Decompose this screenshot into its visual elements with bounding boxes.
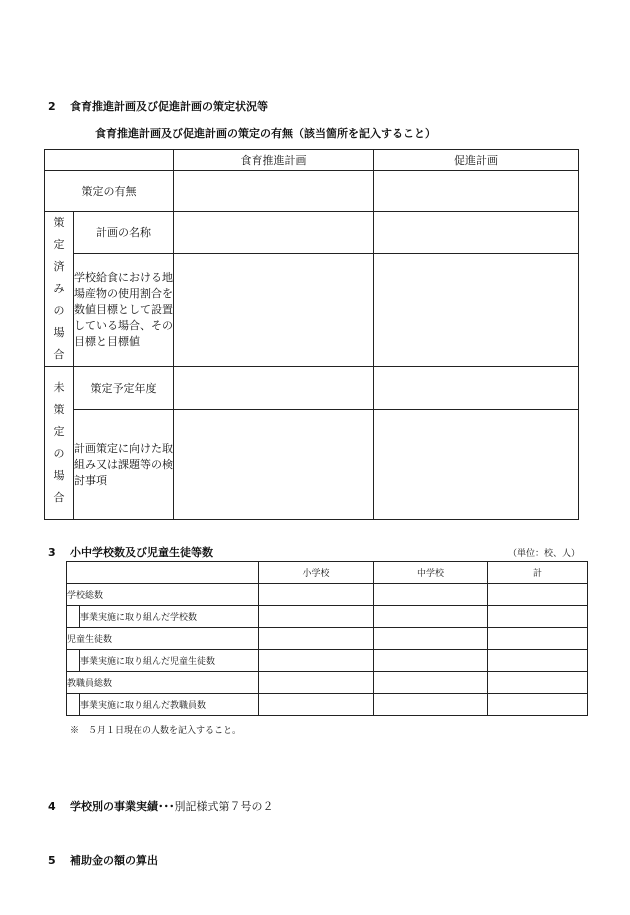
row-label-participating-staff: 事業実施に取り組んだ教職員数	[80, 694, 259, 716]
cell-input[interactable]	[259, 584, 374, 606]
col-header-elementary: 小学校	[259, 562, 374, 584]
row-label-local-produce-target: 学校給食における地場産物の使用割合を数値目標として設置している場合、その目標と目標値	[74, 253, 174, 366]
cell-input[interactable]	[374, 606, 488, 628]
section-2-subtitle: 食育推進計画及び促進計画の策定の有無（該当箇所を記入すること）	[95, 127, 436, 140]
school-counts-table	[66, 561, 588, 716]
group-label-not-formulated: 未 策 定 の 場 合	[45, 367, 74, 520]
col-header-junior-high: 中学校	[374, 562, 488, 584]
row-label-total-students: 児童生徒数	[67, 628, 259, 650]
section-5-number: 5	[48, 854, 56, 867]
cell-input[interactable]	[259, 694, 374, 716]
section-2-number: 2	[48, 100, 56, 113]
row-label-total-schools: 学校総数	[67, 584, 259, 606]
plan-status-table	[44, 149, 579, 520]
cell-input[interactable]	[259, 628, 374, 650]
cell-plan-name-promotion[interactable]	[374, 212, 579, 254]
col-header-promotion-plan: 促進計画	[374, 150, 579, 171]
section-3-heading	[48, 544, 213, 560]
section-2-title: 食育推進計画及び促進計画の策定状況等	[70, 100, 268, 113]
section-4-number: 4	[48, 800, 56, 813]
table2-corner-cell	[67, 562, 259, 584]
section-4-heading	[48, 798, 274, 814]
cell-input[interactable]	[488, 694, 588, 716]
row-label-efforts-issues: 計画策定に向けた取組み又は課題等の検討事項	[74, 410, 174, 520]
cell-efforts-promotion[interactable]	[374, 410, 579, 520]
indent-cell	[67, 606, 80, 628]
cell-plan-name-shokuiku[interactable]	[174, 212, 374, 254]
cell-presence-promotion[interactable]	[374, 171, 579, 212]
row-label-planned-year: 策定予定年度	[74, 367, 174, 410]
cell-input[interactable]	[374, 584, 488, 606]
section-4-title: 学校別の事業実績･･･	[70, 800, 175, 813]
cell-target-promotion[interactable]	[374, 253, 579, 366]
row-label-participating-schools: 事業実施に取り組んだ学校数	[80, 606, 259, 628]
group-label-formulated: 策 定 済 み の 場 合	[45, 212, 74, 367]
row-label-plan-name: 計画の名称	[74, 212, 174, 254]
section-4-form-ref: 別記様式第７号の２	[174, 800, 274, 813]
cell-input[interactable]	[259, 606, 374, 628]
cell-input[interactable]	[374, 628, 488, 650]
cell-input[interactable]	[259, 672, 374, 694]
section-3-number: 3	[48, 546, 56, 559]
section-5-title: 補助金の額の算出	[70, 854, 158, 867]
cell-input[interactable]	[488, 628, 588, 650]
unit-label: （単位：校、人）	[508, 549, 581, 559]
note-text: ※ ５月１日現在の人数を記入すること。	[70, 726, 242, 736]
cell-input[interactable]	[374, 672, 488, 694]
cell-input[interactable]	[488, 650, 588, 672]
cell-target-shokuiku[interactable]	[174, 253, 374, 366]
cell-year-promotion[interactable]	[374, 367, 579, 410]
row-label-participating-students: 事業実施に取り組んだ児童生徒数	[80, 650, 259, 672]
cell-input[interactable]	[488, 672, 588, 694]
cell-presence-shokuiku[interactable]	[174, 171, 374, 212]
cell-input[interactable]	[259, 650, 374, 672]
cell-efforts-shokuiku[interactable]	[174, 410, 374, 520]
cell-input[interactable]	[488, 584, 588, 606]
col-header-total: 計	[488, 562, 588, 584]
cell-input[interactable]	[374, 650, 488, 672]
row-label-total-staff: 教職員総数	[67, 672, 259, 694]
cell-input[interactable]	[374, 694, 488, 716]
cell-input[interactable]	[488, 606, 588, 628]
indent-cell	[67, 650, 80, 672]
cell-year-shokuiku[interactable]	[174, 367, 374, 410]
row-label-presence: 策定の有無	[45, 171, 174, 212]
section-2-heading	[48, 98, 268, 114]
section-3-title: 小中学校数及び児童生徒等数	[70, 546, 213, 559]
section-5-heading	[48, 852, 158, 868]
col-header-shokuiku-plan: 食育推進計画	[174, 150, 374, 171]
indent-cell	[67, 694, 80, 716]
table-corner-cell	[45, 150, 174, 171]
